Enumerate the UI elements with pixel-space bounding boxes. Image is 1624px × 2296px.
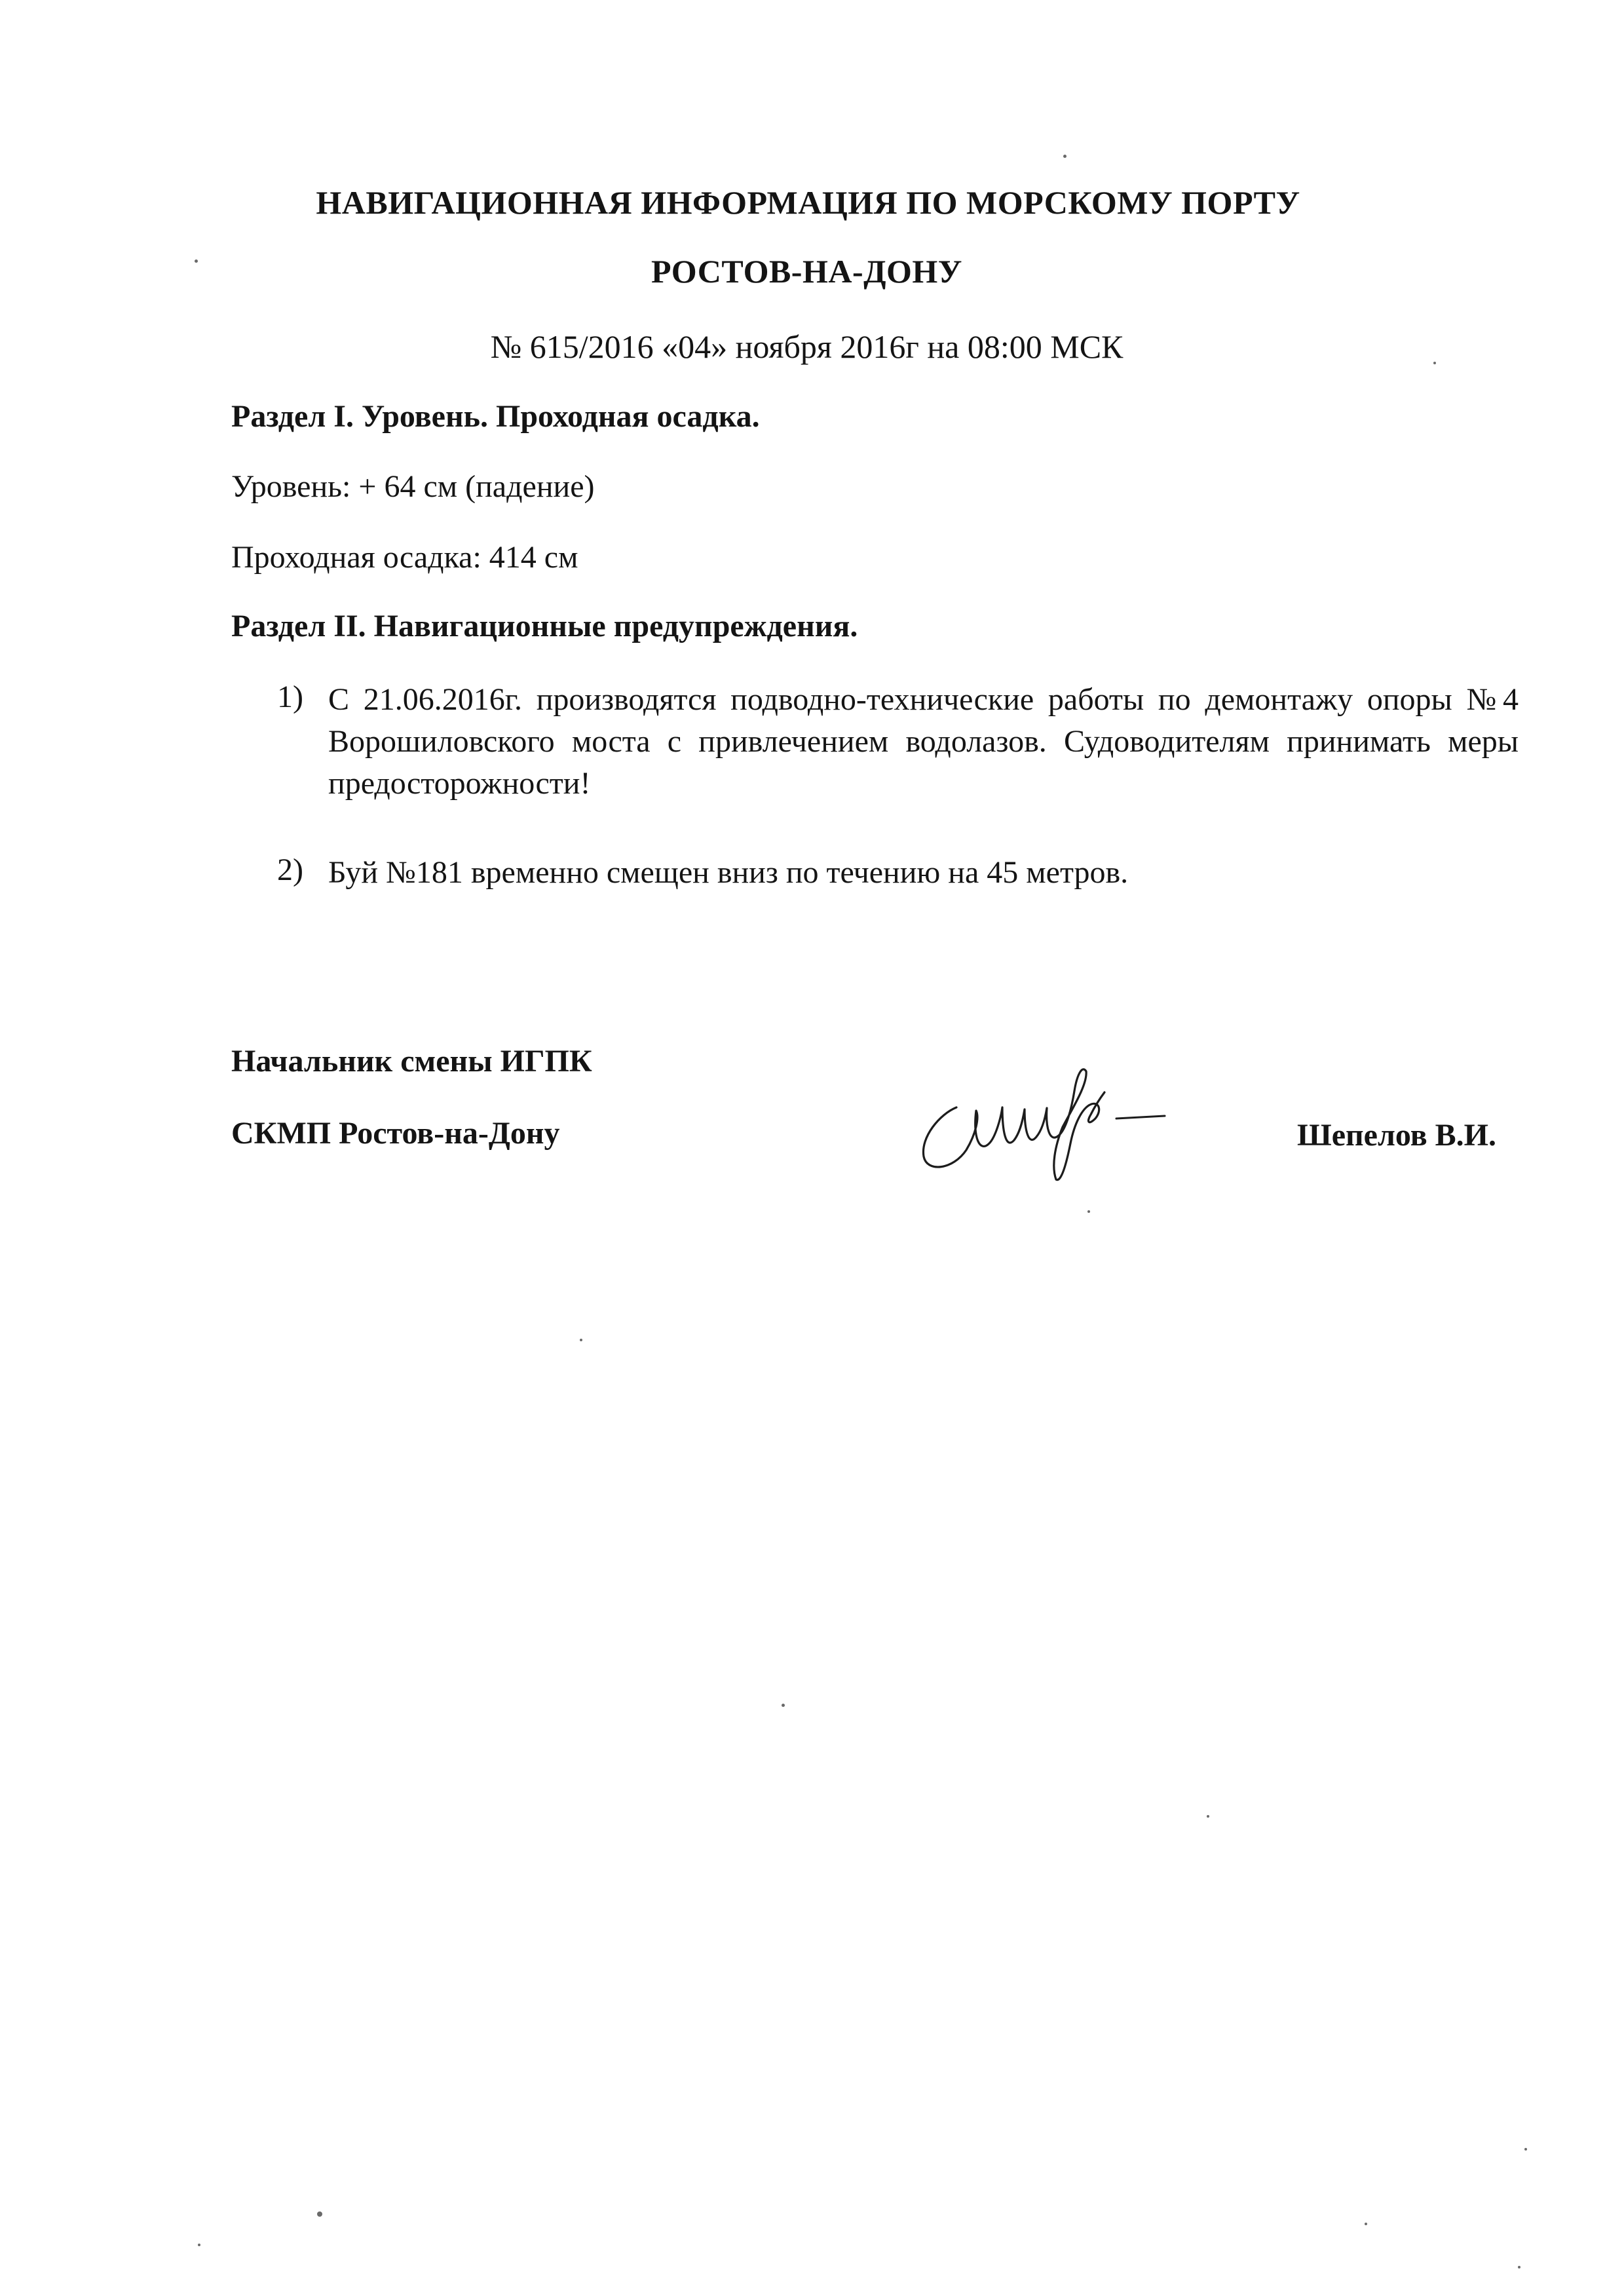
water-level-line: Уровень: + 64 см (падение): [231, 469, 595, 504]
scan-speck: [1365, 2223, 1367, 2225]
scan-speck: [198, 2244, 200, 2246]
scan-speck: [1087, 1210, 1090, 1213]
scan-speck: [1524, 2148, 1527, 2151]
warning-item-text: Буй №181 временно смещен вниз по течению на 45 метров.: [328, 855, 1129, 890]
document-title: НАВИГАЦИОННАЯ ИНФОРМАЦИЯ ПО МОРСКОМУ ПОРТУ: [316, 184, 1300, 221]
handwritten-signature-icon: [911, 1045, 1173, 1189]
scan-speck: [782, 1704, 785, 1707]
scan-speck: [1207, 1815, 1209, 1818]
scan-speck: [195, 259, 198, 263]
warning-item-number: 1): [277, 679, 303, 714]
scan-speck: [1518, 2266, 1520, 2268]
signatory-role: Начальник смены ИГПК: [231, 1044, 592, 1079]
warning-item-text: С 21.06.2016г. производятся подводно-технические работы по демонтажу опоры №4 Ворошиловского моста с привлечением водолазов. Судоводителям принимать меры предосторожности!: [328, 682, 1519, 801]
scan-speck: [317, 2211, 322, 2217]
section-1-heading: Раздел I. Уровень. Проходная осадка.: [231, 399, 760, 434]
passage-draft-line: Проходная осадка: 414 см: [231, 540, 578, 575]
signatory-organization: СКМП Ростов-на-Дону: [231, 1116, 560, 1151]
scan-speck: [1433, 362, 1436, 364]
document-number-date: № 615/2016 «04» ноября 2016г на 08:00 МСК: [490, 328, 1124, 365]
scan-speck: [1063, 155, 1067, 158]
scan-speck: [580, 1339, 582, 1341]
warning-item-number: 2): [277, 852, 303, 887]
section-2-heading: Раздел II. Навигационные предупреждения.: [231, 609, 858, 643]
signatory-name: Шепелов В.И.: [1297, 1118, 1496, 1153]
document-subtitle: РОСТОВ-НА-ДОНУ: [651, 253, 962, 290]
